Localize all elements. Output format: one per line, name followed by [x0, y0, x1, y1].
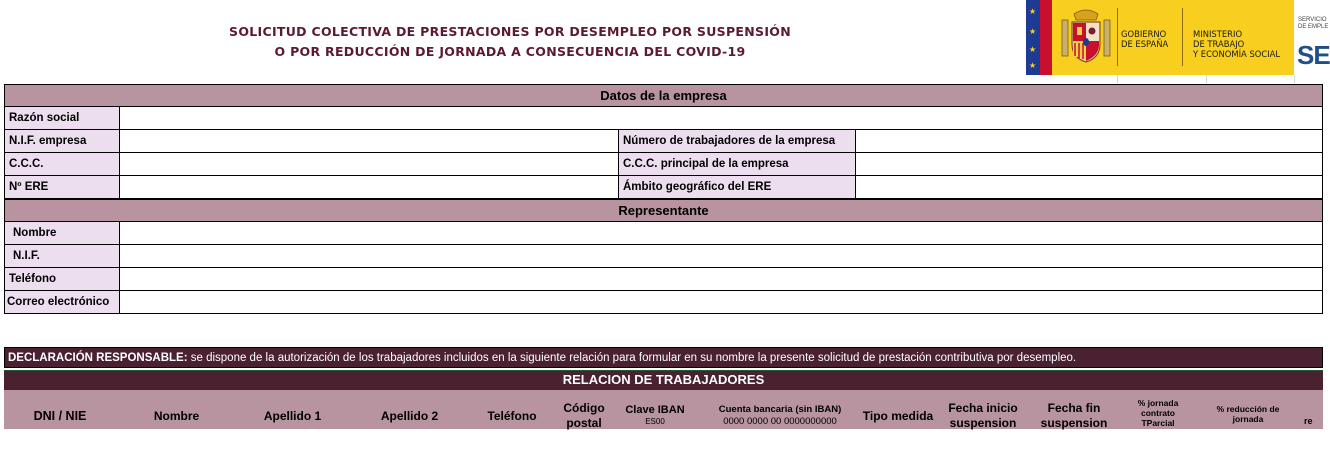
label-ambito-ere: Ámbito geográfico del ERE: [618, 176, 856, 198]
nif-representante-input[interactable]: [120, 245, 1323, 267]
row-razon-social: [4, 107, 1323, 130]
col-partial: re: [1304, 416, 1313, 426]
label-nif-representante: N.I.F.: [5, 245, 120, 267]
declaracion-responsable: [4, 347, 1323, 368]
row-nombre: [4, 222, 1323, 245]
row-ccc: [4, 153, 1323, 176]
row-nif-empresa: [4, 130, 1323, 153]
label-ccc: C.C.C.: [5, 153, 120, 175]
cell-gridline: [1117, 75, 1118, 83]
ambito-ere-input[interactable]: [856, 176, 1323, 198]
col-telefono: Teléfono: [487, 409, 537, 423]
col-fecha-inicio: Fecha inicio suspension: [948, 401, 1018, 430]
star-icon: ★: [1029, 45, 1037, 54]
label-correo: Correo electrónico: [5, 291, 120, 313]
logo-divider: [1117, 8, 1118, 66]
label-ere: Nº ERE: [5, 176, 120, 198]
label-razon-social: Razón social: [5, 107, 120, 129]
flag-red-strip: [1040, 0, 1052, 75]
col-apellido1: Apellido 1: [263, 409, 322, 423]
telefono-input[interactable]: [120, 268, 1323, 290]
ccc-input[interactable]: [120, 153, 618, 175]
logo-divider: [1182, 8, 1183, 66]
col-pct-jornada: % jornada contrato TParcial: [1137, 398, 1179, 428]
relacion-trabajadores-header: RELACION DE TRABAJADORES: [4, 371, 1323, 390]
form-title-line-1: SOLICITUD COLECTIVA DE PRESTACIONES POR DESEMPLEO POR SUSPENSIÓN: [229, 24, 791, 39]
sepe-logo: [1294, 0, 1330, 75]
col-fecha-fin: Fecha fin suspension: [1040, 401, 1108, 430]
label-num-trabajadores: Número de trabajadores de la empresa: [618, 130, 856, 152]
ere-input[interactable]: [120, 176, 618, 198]
col-nombre: Nombre: [153, 409, 200, 423]
coat-of-arms-icon: [1060, 6, 1112, 66]
col-apellido2: Apellido 2: [380, 409, 439, 423]
nif-empresa-input[interactable]: [120, 130, 618, 152]
razon-social-input[interactable]: [120, 107, 1323, 129]
row-correo: [4, 291, 1323, 314]
sepe-big-text: SE: [1297, 40, 1330, 70]
label-nif-empresa: N.I.F. empresa: [5, 130, 120, 152]
row-ere: [4, 176, 1323, 199]
nombre-input[interactable]: [120, 222, 1323, 244]
col-codigo-postal: Código postal: [563, 401, 605, 430]
col-dni: DNI / NIE: [33, 409, 87, 423]
section-header-representante: Representante: [4, 199, 1323, 222]
cell-gridline: [1294, 75, 1295, 83]
section-header-empresa: Datos de la empresa: [4, 84, 1323, 107]
declaracion-text: se dispone de la autorización de los trabajadores incluidos en la siguiente relación para formular en su nombre la presente solicitud de prestación contributiva por desempleo.: [187, 352, 1077, 364]
cell-gridline: [1206, 75, 1207, 83]
row-nif-representante: [4, 245, 1323, 268]
ministerio-text: MINISTERIO DE TRABAJO Y ECONOMÍA SOCIAL: [1193, 29, 1281, 59]
row-telefono: [4, 268, 1323, 291]
correo-input[interactable]: [120, 291, 1323, 313]
sepe-small-text: SERVICIO DE EMPLE: [1298, 17, 1329, 30]
declaracion-bold: DECLARACIÓN RESPONSABLE:: [8, 352, 188, 364]
star-icon: ★: [1029, 61, 1037, 70]
col-tipo-medida: Tipo medida: [862, 409, 934, 423]
col-cuenta-bancaria: Cuenta bancaria (sin IBAN) 0000 0000 00 0000000000: [718, 404, 842, 427]
col-pct-reduccion: % reducción de jornada: [1216, 404, 1280, 424]
form-title-line-2: O POR REDUCCIÓN DE JORNADA A CONSECUENCIA DEL COVID-19: [274, 44, 746, 59]
star-icon: ★: [1029, 7, 1037, 16]
ccc-principal-input[interactable]: [856, 153, 1323, 175]
num-trabajadores-input[interactable]: [856, 130, 1323, 152]
label-telefono: Teléfono: [5, 268, 120, 290]
workers-column-headers: [4, 390, 1323, 429]
star-icon: ★: [1029, 27, 1037, 36]
col-clave-iban: Clave IBAN ES00: [625, 404, 685, 426]
label-ccc-principal: C.C.C. principal de la empresa: [618, 153, 856, 175]
gobierno-text: GOBIERNO DE ESPAÑA: [1121, 29, 1169, 49]
label-nombre: Nombre: [5, 222, 120, 244]
